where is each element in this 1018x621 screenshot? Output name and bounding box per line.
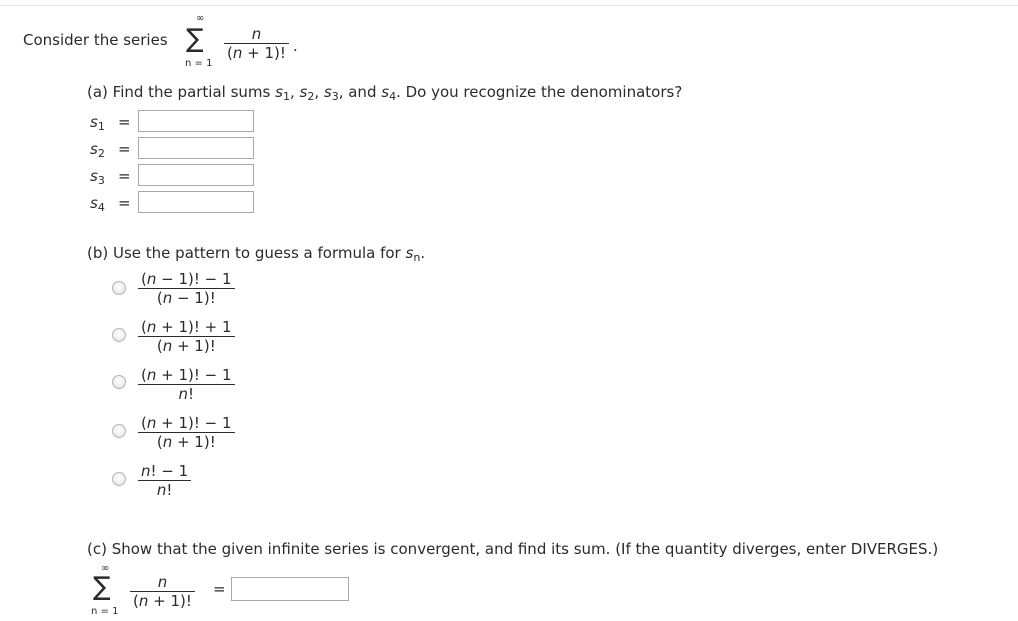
option-5-radio[interactable]	[112, 472, 126, 486]
intro-text: Consider the series	[23, 31, 168, 49]
part-c-sigma: ∑	[93, 572, 111, 602]
option-3-fraction	[138, 367, 235, 403]
option-5-numerator: n! − 1	[141, 462, 189, 480]
s1-input[interactable]	[138, 110, 254, 132]
option-4-numerator: (n + 1)! − 1	[141, 414, 232, 432]
option-4-denominator: (n + 1)!	[156, 433, 216, 451]
top-divider	[0, 5, 1018, 6]
s3-label: $s_3$	[90, 167, 105, 187]
option-2-radio[interactable]	[112, 328, 126, 342]
s2-label: $s_2$	[90, 140, 105, 160]
option-5-denominator: n!	[156, 481, 173, 499]
option-1-fraction	[138, 271, 235, 307]
s3-equals: =	[118, 167, 131, 185]
s4-equals: =	[118, 194, 131, 212]
part-b-prompt: (b) Use the pattern to guess a formula for $s_n$.	[87, 244, 426, 264]
s4-label: $s_4$	[90, 194, 105, 214]
intro-period: .	[293, 37, 298, 55]
part-c-equals: =	[213, 580, 226, 598]
option-2-denominator: (n + 1)!	[156, 337, 216, 355]
part-c-sum-lower: n = 1	[91, 606, 119, 617]
part-c-numerator: n	[157, 573, 168, 591]
s4-input[interactable]	[138, 191, 254, 213]
option-4-fraction	[138, 415, 235, 451]
part-c-fraction	[130, 574, 195, 610]
option-2-numerator: (n + 1)! + 1	[141, 318, 232, 336]
intro-numerator: n	[251, 25, 262, 43]
sum-input[interactable]	[231, 577, 349, 601]
s2-equals: =	[118, 140, 131, 158]
option-3-numerator: (n + 1)! − 1	[141, 366, 232, 384]
s2-input[interactable]	[138, 137, 254, 159]
s1-equals: =	[118, 113, 131, 131]
s1-label: $s_1$	[90, 113, 105, 133]
option-1-numerator: (n − 1)! − 1	[141, 270, 232, 288]
intro-sigma: ∑	[186, 24, 204, 54]
intro-fraction	[224, 26, 289, 62]
part-c-denominator: (n + 1)!	[133, 592, 192, 610]
part-c-sum-upper: ∞	[101, 563, 110, 574]
option-3-denominator: n!	[178, 385, 195, 403]
option-2-fraction	[138, 319, 235, 355]
part-c-prompt: (c) Show that the given infinite series is convergent, and find its sum. (If the quantity diverges, enter DIVERGES.)	[87, 540, 939, 558]
option-1-denominator: (n − 1)!	[156, 289, 216, 307]
option-5-fraction	[138, 463, 191, 499]
option-1-radio[interactable]	[112, 281, 126, 295]
intro-denominator: (n + 1)!	[227, 44, 286, 62]
part-a-prompt: (a) Find the partial sums $s_1$, $s_2$, $s_3$, and $s_4$. Do you recognize the denominators?	[87, 83, 683, 103]
s3-input[interactable]	[138, 164, 254, 186]
intro-sum-upper: ∞	[196, 13, 205, 24]
intro-sum-lower: n = 1	[185, 58, 213, 69]
option-3-radio[interactable]	[112, 375, 126, 389]
option-4-radio[interactable]	[112, 424, 126, 438]
